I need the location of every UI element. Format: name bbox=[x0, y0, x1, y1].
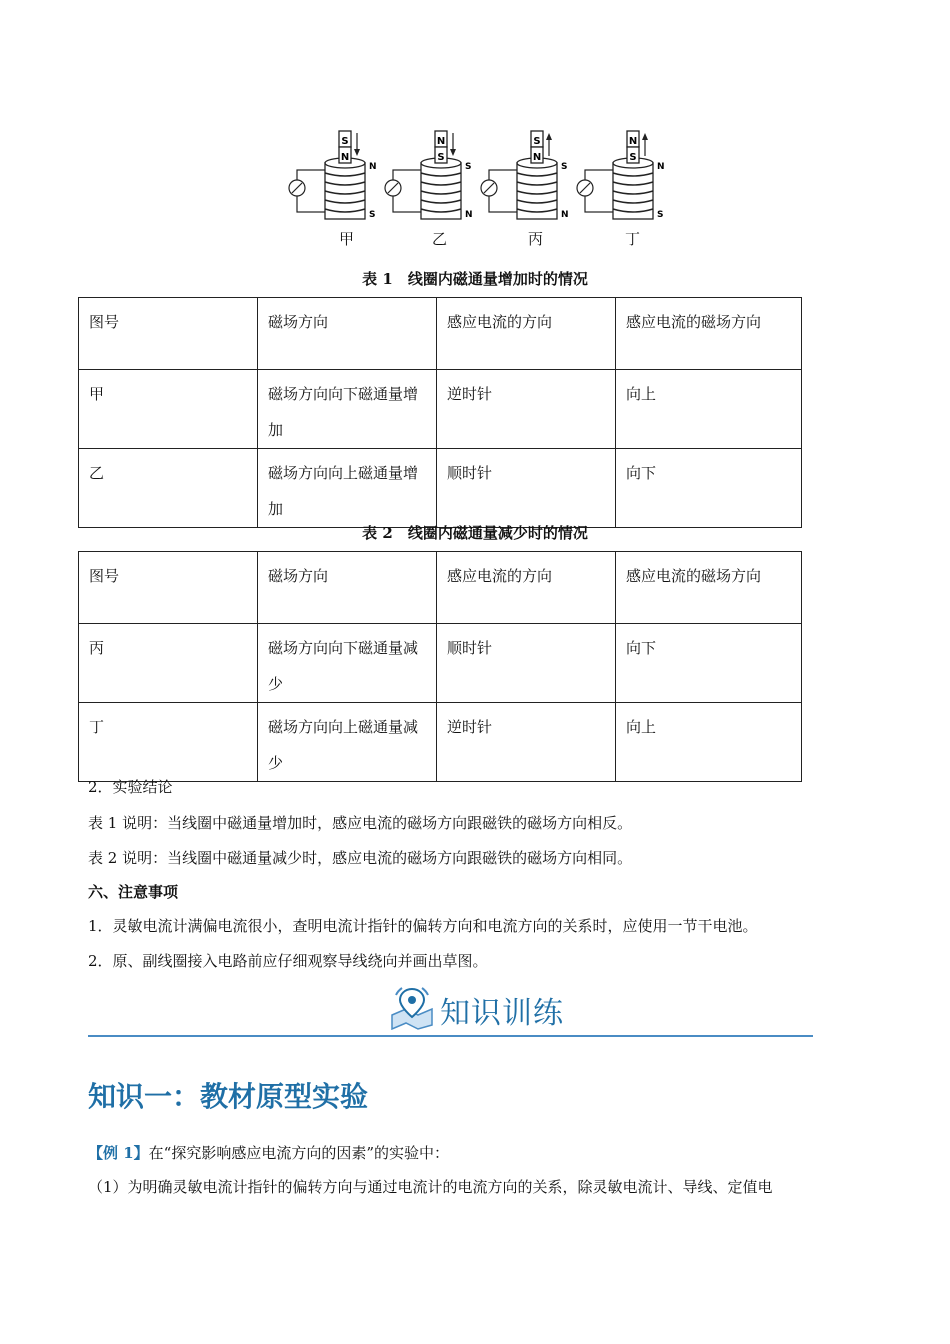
table-row bbox=[79, 624, 802, 703]
table-row bbox=[79, 370, 802, 449]
table-cell: 顺时针 bbox=[437, 449, 616, 528]
example-intro-text: 在“探究影响感应电流方向的因素”的实验中： bbox=[148, 1144, 450, 1162]
magnet-bottom-label: N bbox=[340, 152, 350, 163]
magnet-top-label: N bbox=[436, 136, 446, 147]
section-divider bbox=[88, 1035, 813, 1037]
section-title: 知识一：教材原型实验 bbox=[88, 1080, 369, 1113]
table-cell: 丙 bbox=[79, 624, 258, 703]
example-intro bbox=[88, 1142, 449, 1163]
table-header-cell: 感应电流的方向 bbox=[437, 298, 616, 370]
table-cell: 向上 bbox=[616, 370, 802, 449]
table-cell: 甲 bbox=[79, 370, 258, 449]
example-tag: 【例 1】 bbox=[88, 1144, 149, 1162]
conclusion-line-2: 表 2 说明：当线圈中磁通量减少时，感应电流的磁场方向跟磁铁的磁场方向相同。 bbox=[88, 849, 633, 867]
magnet-bottom-label: S bbox=[437, 152, 445, 163]
table-cell: 磁场方向向下磁通量增加 bbox=[258, 370, 437, 449]
arrowhead bbox=[354, 149, 360, 156]
table-header-row bbox=[79, 552, 802, 624]
table-cell: 磁场方向向上磁通量减少 bbox=[258, 703, 437, 782]
magnet-bottom-label: N bbox=[532, 152, 542, 163]
magnet-bottom-label: S bbox=[629, 152, 637, 163]
notes-heading: 六、注意事项 bbox=[88, 883, 179, 901]
map-pin-icon bbox=[388, 985, 438, 1030]
table-header-cell: 感应电流的磁场方向 bbox=[616, 552, 802, 624]
table-header-cell: 磁场方向 bbox=[258, 298, 437, 370]
coil-top-label: N bbox=[369, 162, 377, 172]
table1-caption: 表 1 线圈内磁通量增加时的情况 bbox=[362, 270, 588, 288]
magnet-top-label: S bbox=[341, 136, 349, 147]
figure-label-bing: 丙 bbox=[528, 230, 544, 248]
magnet-top-label: S bbox=[533, 136, 541, 147]
figure-label-yi: 乙 bbox=[432, 230, 448, 248]
notes-item-1: 1．灵敏电流计满偏电流很小，查明电流计指针的偏转方向和电流方向的关系时，应使用一节干电池。 bbox=[88, 917, 758, 935]
table-cell: 乙 bbox=[79, 449, 258, 528]
table-header-cell: 磁场方向 bbox=[258, 552, 437, 624]
table-cell: 丁 bbox=[79, 703, 258, 782]
coil-top-label: S bbox=[561, 162, 568, 172]
table-header-cell: 感应电流的磁场方向 bbox=[616, 298, 802, 370]
table2-caption: 表 2 线圈内磁通量减少时的情况 bbox=[362, 524, 588, 542]
table2 bbox=[78, 551, 802, 782]
table-cell: 逆时针 bbox=[437, 703, 616, 782]
table-cell: 向下 bbox=[616, 449, 802, 528]
table-cell: 磁场方向向下磁通量减少 bbox=[258, 624, 437, 703]
table-row bbox=[79, 449, 802, 528]
coil-top-label: S bbox=[465, 162, 472, 172]
table-row bbox=[79, 703, 802, 782]
table-cell: 顺时针 bbox=[437, 624, 616, 703]
table-header-cell: 图号 bbox=[79, 298, 258, 370]
coil-bottom-label: N bbox=[465, 210, 473, 220]
table-header-cell: 图号 bbox=[79, 552, 258, 624]
figure-label-jia: 甲 bbox=[339, 230, 355, 248]
notes-item-2: 2．原、副线圈接入电路前应仔细观察导线绕向并画出草图。 bbox=[88, 952, 488, 970]
figure-label-ding: 丁 bbox=[625, 230, 641, 248]
coil-bottom-label: S bbox=[369, 210, 376, 220]
coil-bottom-label: N bbox=[561, 210, 569, 220]
arrowhead bbox=[546, 133, 552, 140]
table-cell: 向上 bbox=[616, 703, 802, 782]
conclusion-line-1: 表 1 说明：当线圈中磁通量增加时，感应电流的磁场方向跟磁铁的磁场方向相反。 bbox=[88, 814, 633, 832]
arrowhead bbox=[642, 133, 648, 140]
table-cell: 向下 bbox=[616, 624, 802, 703]
table-cell: 磁场方向向上磁通量增加 bbox=[258, 449, 437, 528]
table1 bbox=[78, 297, 802, 528]
example-question-1: （1）为明确灵敏电流计指针的偏转方向与通过电流计的电流方向的关系，除灵敏电流计、导线、定值电 bbox=[88, 1178, 773, 1196]
arrowhead bbox=[450, 149, 456, 156]
magnet-top-label: N bbox=[628, 136, 638, 147]
table-header-cell: 感应电流的方向 bbox=[437, 552, 616, 624]
conclusion-heading: 2．实验结论 bbox=[88, 778, 173, 796]
coil-top-label: N bbox=[657, 162, 665, 172]
banner-title: 知识训练 bbox=[440, 996, 564, 1031]
table-cell: 逆时针 bbox=[437, 370, 616, 449]
coil-bottom-label: S bbox=[657, 210, 664, 220]
table-header-row bbox=[79, 298, 802, 370]
